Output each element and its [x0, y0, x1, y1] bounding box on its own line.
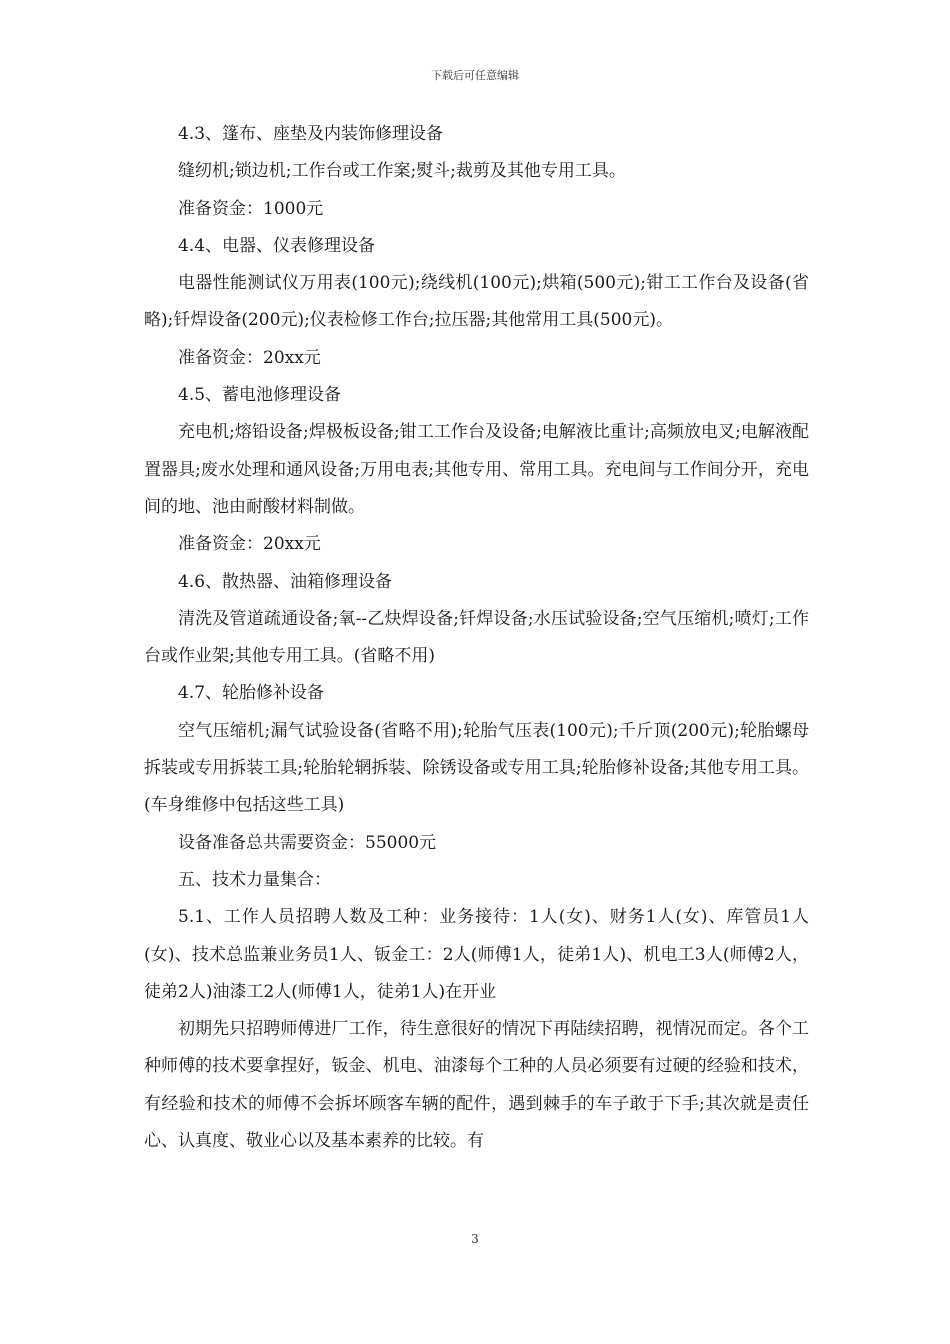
paragraph: 初期先只招聘师傅进厂工作，待生意很好的情况下再陆续招聘，视情况而定。各个工种师傅的技术要拿捏好，钣金、机电、油漆每个工种的人员必须要有过硬的经验和技术，有经验和技术的师傅不会拆坏顾客车辆的配件，遇到棘手的车子敢于下手;其次就是责任心、认真度、敬业心以及基本素养的比较。有 — [144, 1019, 809, 1152]
budget-line: 准备资金：20xx元 — [178, 347, 321, 368]
paragraph: 清洗及管道疏通设备;氧--乙炔焊设备;钎焊设备;水压试验设备;空气压缩机;喷灯;工作台或作业架;其他专用工具。(省略不用) — [144, 608, 809, 667]
paragraph: 缝纫机;锁边机;工作台或工作案;熨斗;裁剪及其他专用工具。 — [178, 161, 626, 182]
section-heading-5: 五、技术力量集合： — [178, 869, 331, 890]
heading-4-3: 4.3、篷布、座垫及内装饰修理设备 — [178, 124, 444, 144]
paragraph: 充电机;熔铅设备;焊极板设备;钳工工作台及设备;电解液比重计;高频放电叉;电解液配置器具;废水处理和通风设备;万用电表;其他专用、常用工具。充电间与工作间分开，充电间的地、池由耐酸材料制做。 — [144, 422, 809, 517]
paragraph: 电器性能测试仪万用表(100元);绕线机(100元);烘箱(500元);钳工工作台及设备(省略);钎焊设备(200元);仪表检修工作台;拉压器;其他常用工具(500元)。 — [144, 273, 809, 331]
heading-4-4: 4.4、电器、仪表修理设备 — [178, 235, 376, 256]
heading-4-6: 4.6、散热器、油箱修理设备 — [178, 571, 393, 592]
page-header-note: 下载后可任意编辑 — [431, 69, 519, 82]
page-number: 3 — [471, 1232, 479, 1246]
heading-4-5: 4.5、蓄电池修理设备 — [178, 385, 342, 406]
heading-4-7: 4.7、轮胎修补设备 — [178, 683, 325, 704]
budget-line: 准备资金：1000元 — [178, 198, 324, 219]
budget-line: 准备资金：20xx元 — [178, 534, 321, 555]
paragraph: 空气压缩机;漏气试验设备(省略不用);轮胎气压表(100元);千斤顶(200元);轮胎螺母拆装或专用拆装工具;轮胎轮辋拆装、除锈设备或专用工具;轮胎修补设备;其他专用工具。(车身维修中包括这些工具) — [144, 720, 809, 816]
paragraph: 5.1、工作人员招聘人数及工种：业务接待：1人(女)、财务1人(女)、库管员1人(女)、技术总监兼业务员1人、钣金工：2人(师傅1人，徒弟1人)、机电工3人(师傅2人，徒弟2人)油漆工2人(师傅1人，徒弟1人)在开业 — [144, 907, 809, 1002]
total-budget-line: 设备准备总共需要资金：55000元 — [178, 832, 437, 853]
document-body — [144, 116, 809, 1160]
